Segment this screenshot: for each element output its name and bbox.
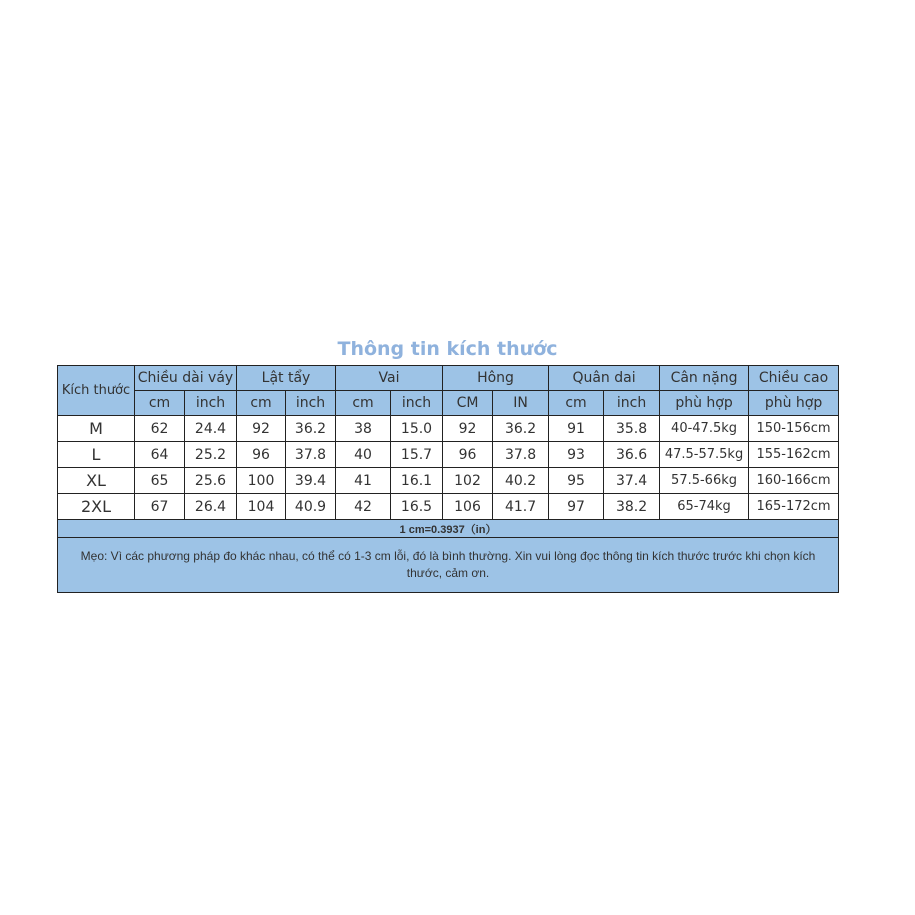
weight-cell: 47.5-57.5kg — [660, 442, 749, 468]
table-cell: 97 — [549, 494, 604, 520]
table-cell: 41 — [336, 468, 391, 494]
unit-header: cm — [135, 391, 185, 416]
table-cell: 95 — [549, 468, 604, 494]
table-cell: 39.4 — [286, 468, 336, 494]
conversion-row — [58, 520, 839, 538]
group-header-hip: Hông — [443, 366, 549, 391]
group-header-shoulder: Vai — [336, 366, 443, 391]
table-cell: 96 — [443, 442, 493, 468]
table-row — [58, 494, 839, 520]
header-row-units — [58, 391, 839, 416]
height-cell: 150-156cm — [749, 416, 839, 442]
table-cell: 93 — [549, 442, 604, 468]
table-cell: 15.7 — [391, 442, 443, 468]
table-cell: 37.4 — [604, 468, 660, 494]
table-cell: 35.8 — [604, 416, 660, 442]
table-cell: 38.2 — [604, 494, 660, 520]
size-chart-table — [57, 365, 839, 593]
height-header-line1: Chiều cao — [749, 366, 839, 391]
table-cell: 42 — [336, 494, 391, 520]
unit-header: inch — [185, 391, 237, 416]
header-row-groups — [58, 366, 839, 391]
table-row — [58, 416, 839, 442]
table-cell: 40.2 — [493, 468, 549, 494]
table-row — [58, 442, 839, 468]
table-cell: 25.2 — [185, 442, 237, 468]
table-cell: 16.5 — [391, 494, 443, 520]
table-cell: 36.2 — [286, 416, 336, 442]
group-header-waist: Quân dai — [549, 366, 660, 391]
table-cell: 36.6 — [604, 442, 660, 468]
height-cell: 160-166cm — [749, 468, 839, 494]
weight-header-line1: Cân nặng — [660, 366, 749, 391]
unit-header: inch — [391, 391, 443, 416]
height-cell: 155-162cm — [749, 442, 839, 468]
group-header-hem: Lật tẩy — [237, 366, 336, 391]
table-cell: 100 — [237, 468, 286, 494]
table-cell: 104 — [237, 494, 286, 520]
table-cell: 65 — [135, 468, 185, 494]
table-cell: 16.1 — [391, 468, 443, 494]
table-cell: 62 — [135, 416, 185, 442]
table-cell: 37.8 — [286, 442, 336, 468]
table-cell: 64 — [135, 442, 185, 468]
unit-header: IN — [493, 391, 549, 416]
table-cell: 41.7 — [493, 494, 549, 520]
unit-header: cm — [237, 391, 286, 416]
table-cell: 25.6 — [185, 468, 237, 494]
table-cell: 24.4 — [185, 416, 237, 442]
size-label: 2XL — [58, 494, 135, 520]
unit-header: CM — [443, 391, 493, 416]
table-cell: 67 — [135, 494, 185, 520]
table-cell: 36.2 — [493, 416, 549, 442]
group-header-length: Chiều dài váy — [135, 366, 237, 391]
size-label: M — [58, 416, 135, 442]
table-cell: 92 — [443, 416, 493, 442]
table-cell: 96 — [237, 442, 286, 468]
table-cell: 91 — [549, 416, 604, 442]
size-column-header: Kích thước — [58, 366, 135, 416]
unit-header: inch — [604, 391, 660, 416]
weight-header-line2: phù hợp — [660, 391, 749, 416]
conversion-note: 1 cm=0.3937（in） — [58, 520, 839, 538]
unit-header: inch — [286, 391, 336, 416]
table-cell: 102 — [443, 468, 493, 494]
table-cell: 26.4 — [185, 494, 237, 520]
weight-cell: 65-74kg — [660, 494, 749, 520]
page-title: Thông tin kích thước — [337, 338, 558, 360]
table-cell: 38 — [336, 416, 391, 442]
table-row — [58, 468, 839, 494]
weight-cell: 40-47.5kg — [660, 416, 749, 442]
height-header-line2: phù hợp — [749, 391, 839, 416]
size-label: L — [58, 442, 135, 468]
tip-row — [58, 538, 839, 593]
table-cell: 40.9 — [286, 494, 336, 520]
table-cell: 92 — [237, 416, 286, 442]
unit-header: cm — [336, 391, 391, 416]
size-label: XL — [58, 468, 135, 494]
table-cell: 40 — [336, 442, 391, 468]
weight-cell: 57.5-66kg — [660, 468, 749, 494]
table-cell: 15.0 — [391, 416, 443, 442]
table-cell: 37.8 — [493, 442, 549, 468]
height-cell: 165-172cm — [749, 494, 839, 520]
table-cell: 106 — [443, 494, 493, 520]
tip-note: Mẹo: Vì các phương pháp đo khác nhau, có thể có 1-3 cm lỗi, đó là bình thường. Xin vui lòng đọc thông tin kích thước trước khi chọn kích thước, cảm ơn. — [58, 538, 839, 593]
unit-header: cm — [549, 391, 604, 416]
